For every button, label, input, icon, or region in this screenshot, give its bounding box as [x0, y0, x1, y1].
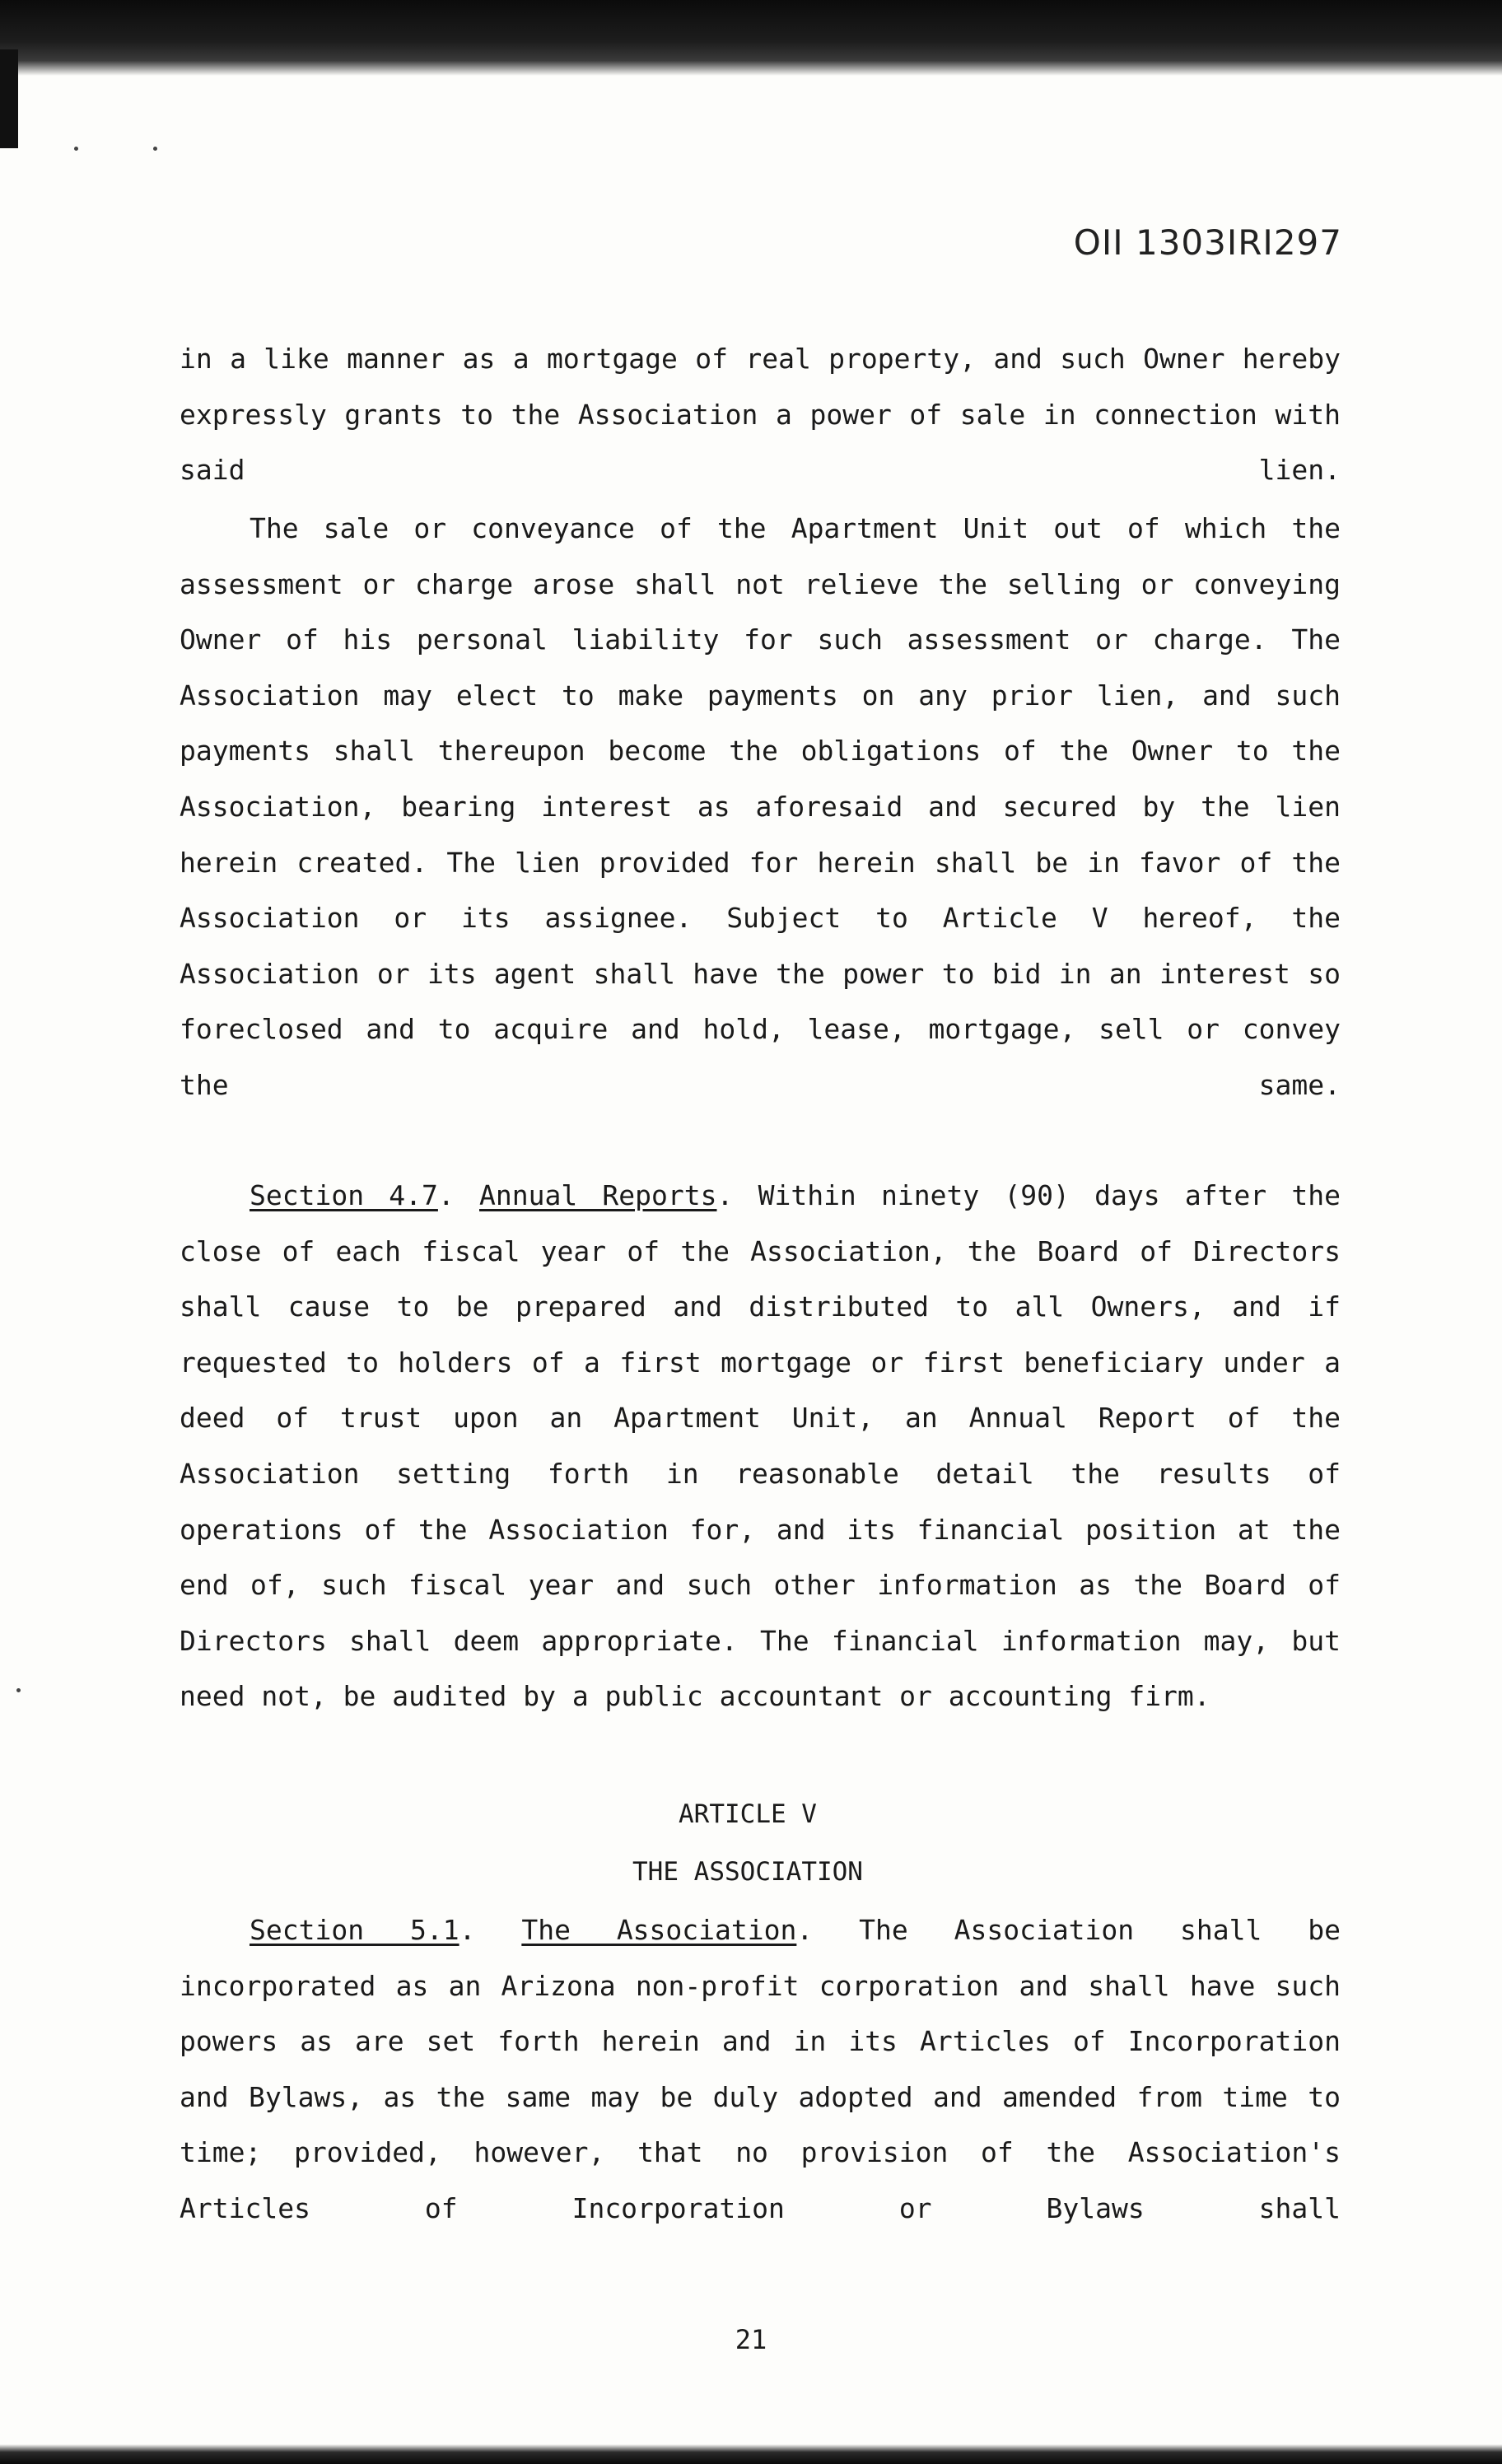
- scan-border-top: [0, 0, 1502, 76]
- section-body: The Association shall be incorporated as an Arizona non-profit corporation and shall have such powers as are set forth herein and in its Articles of Incorporation and Bylaws, as the same may be duly adopted and amended from time to time; provided, however, that no provision of the Association's Articles of Incorporation or Bylaws shall: [180, 1914, 1341, 2224]
- document-id: OII 1303IRI297: [1073, 222, 1342, 263]
- section-title: Annual Reports: [479, 1179, 717, 1211]
- scan-speck: [153, 147, 157, 151]
- article-title: THE ASSOCIATION: [632, 1857, 863, 1887]
- paragraph-text: The sale or conveyance of the Apartment Unit out of which the assessment or charge arose shall not relieve the selling or conveying Owner of his personal liability for such assessment or charge. The Association may elect to make payments on any prior lien, and such payments shall thereupon become the obligations of the Owner to the Association, bearing interest as aforesaid and secured by the lien herein created. The lien provided for herein shall be in favor of the Association or its assignee. Subject to Article V hereof, the Association or its agent shall have the power to bid in an interest so foreclosed and to acquire and hold, lease, mortgage, sell or convey the same.: [180, 512, 1341, 1101]
- scan-speck: [74, 147, 78, 151]
- paragraph-text: in a like manner as a mortgage of real property, and such Owner hereby expressly grants to the Association a power of sale in connection with said lien.: [180, 343, 1341, 487]
- section-title: The Association: [521, 1914, 797, 1946]
- scan-border-bottom: [0, 2444, 1502, 2464]
- scan-edge-left: [0, 49, 18, 148]
- section-number: Section 5.1: [250, 1914, 459, 1946]
- page-number: 21: [735, 2324, 767, 2355]
- paragraph-lien-continued: [180, 331, 1341, 498]
- section-5-1: Section 5.1. The Association. The Association shall be incorporated as an Arizona non-profit corporation and shall have such powers as are set forth herein and in its Articles of Incorporation and Bylaws, as the same may be duly adopted and amended from time to time; provided, however, that no provision of the Association's Articles of Incorporation or Bylaws shall: [180, 1914, 1341, 2224]
- section-4-7: Section 4.7. Annual Reports. Within ninety (90) days after the close of each fiscal year of the Association, the Board of Directors shall cause to be prepared and distributed to all Owners, and if requested to holders of a first mortgage or first beneficiary under a deed of trust upon an Apartment Unit, an Annual Report of the Association setting forth in reasonable detail the results of operations of the Association for, and its financial position at the end of, such fiscal year and such other information as the Board of Directors shall deem appropriate. The financial information may, but need not, be audited by a public accountant or accounting firm.: [180, 1179, 1341, 1713]
- section-number: Section 4.7: [250, 1179, 438, 1211]
- scan-speck: [16, 1688, 21, 1692]
- paragraph-sale-conveyance: [180, 501, 1341, 1113]
- section-body: Within ninety (90) days after the close of each fiscal year of the Association, the Board of Directors shall cause to be prepared and distributed to all Owners, and if requested to holders of a first mortgage or first beneficiary under a deed of trust upon an Apartment Unit, an Annual Report of the Association setting forth in reasonable detail the results of operations of the Association for, and its financial position at the end of, such fiscal year and such other information as the Board of Directors shall deem appropriate. The financial information may, but need not, be audited by a public accountant or accounting firm.: [180, 1179, 1341, 1713]
- article-heading: ARTICLE V: [679, 1799, 817, 1829]
